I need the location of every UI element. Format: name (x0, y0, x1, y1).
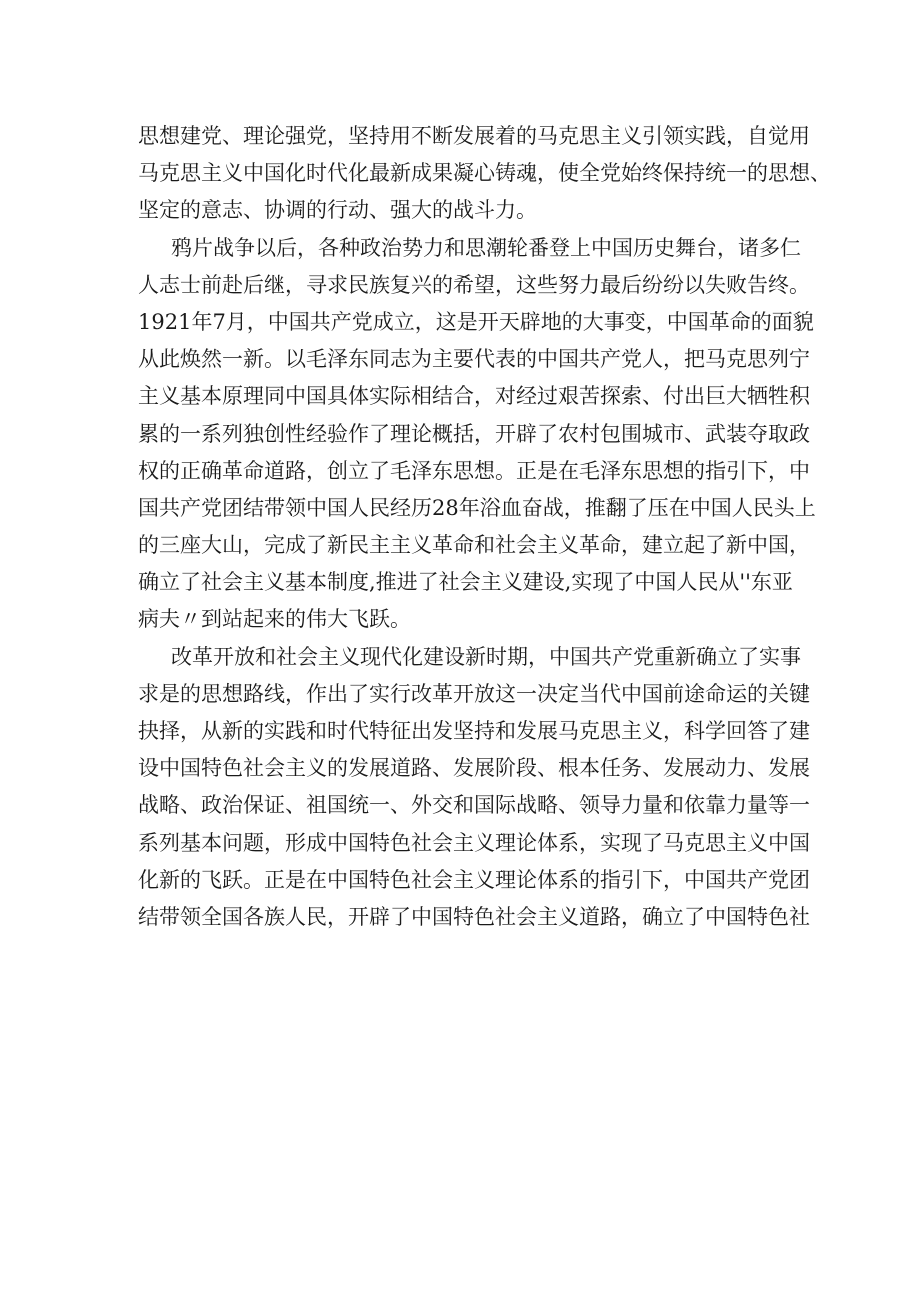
text-line: 化新的飞跃。正是在中国特色社会主义理论体系的指引下，中国共产党团 (138, 867, 810, 892)
text-line: 思想建党、理论强党，坚持用不断发展着的马克思主义引领实践，自觉用 (138, 124, 810, 148)
text-line: 系列基本问题，形成中国特色社会主义理论体系，实现了马克思主义中国 (138, 830, 810, 855)
text-line: 国共产党团结带领中国人民经历28年浴血奋战，推翻了压在中国人民头上 (138, 495, 816, 520)
text-line: 累的一系列独创性经验作了理论概括，开辟了农村包围城市、武装夺取政 (138, 421, 810, 446)
text-line: 战略、政治保证、祖国统一、外交和国际战略、领导力量和依靠力量等一 (138, 793, 810, 818)
text-line: 权的正确革命道路，创立了毛泽东思想。正是在毛泽东思想的指引下，中 (138, 458, 810, 483)
text-line: 主义基本原理同中国具体实际相结合，对经过艰苦探索、付出巨大牺牲积 (138, 384, 810, 409)
text-line: 坚定的意志、协调的行动、强大的战斗力。 (138, 198, 537, 223)
text-line: 病夫〃到站起来的伟大飞跃。 (138, 607, 411, 632)
text-line: 马克思主义中国化时代化最新成果凝心铸魂，使全党始终保持统一的思想、 (138, 161, 831, 186)
text-line: 求是的思想路线，作出了实行改革开放这一决定当代中国前途命运的关键 (138, 681, 810, 706)
text-line: 结带领全国各族人民，开辟了中国特色社会主义道路，确立了中国特色社 (138, 904, 810, 929)
text-line: 改革开放和社会主义现代化建设新时期，中国共产党重新确立了实事 (171, 644, 801, 669)
text-line: 的三座大山，完成了新民主主义革命和社会主义革命，建立起了新中国， (138, 533, 810, 558)
text-line: 从此焕然一新。以毛泽东同志为主要代表的中国共产党人，把马克思列宁 (138, 347, 810, 372)
text-line: 人志士前赴后继，寻求民族复兴的希望，这些努力最后纷纷以失败告终。 (138, 272, 810, 297)
text-line: 设中国特色社会主义的发展道路、发展阶段、根本任务、发展动力、发展 (138, 756, 810, 781)
text-line: 1921年7月，中国共产党成立，这是开天辟地的大事变，中国革命的面貌 (138, 309, 814, 334)
document-body (138, 118, 831, 936)
text-line: 确立了社会主义基本制度,推进了社会主义建设,实现了中国人民从''东亚 (138, 570, 793, 595)
text-line: 鸦片战争以后，各种政治势力和思潮轮番登上中国历史舞台，诸多仁 (171, 235, 801, 260)
text-line: 抉择，从新的实践和时代特征出发坚持和发展马克思主义，科学回答了建 (138, 719, 810, 743)
